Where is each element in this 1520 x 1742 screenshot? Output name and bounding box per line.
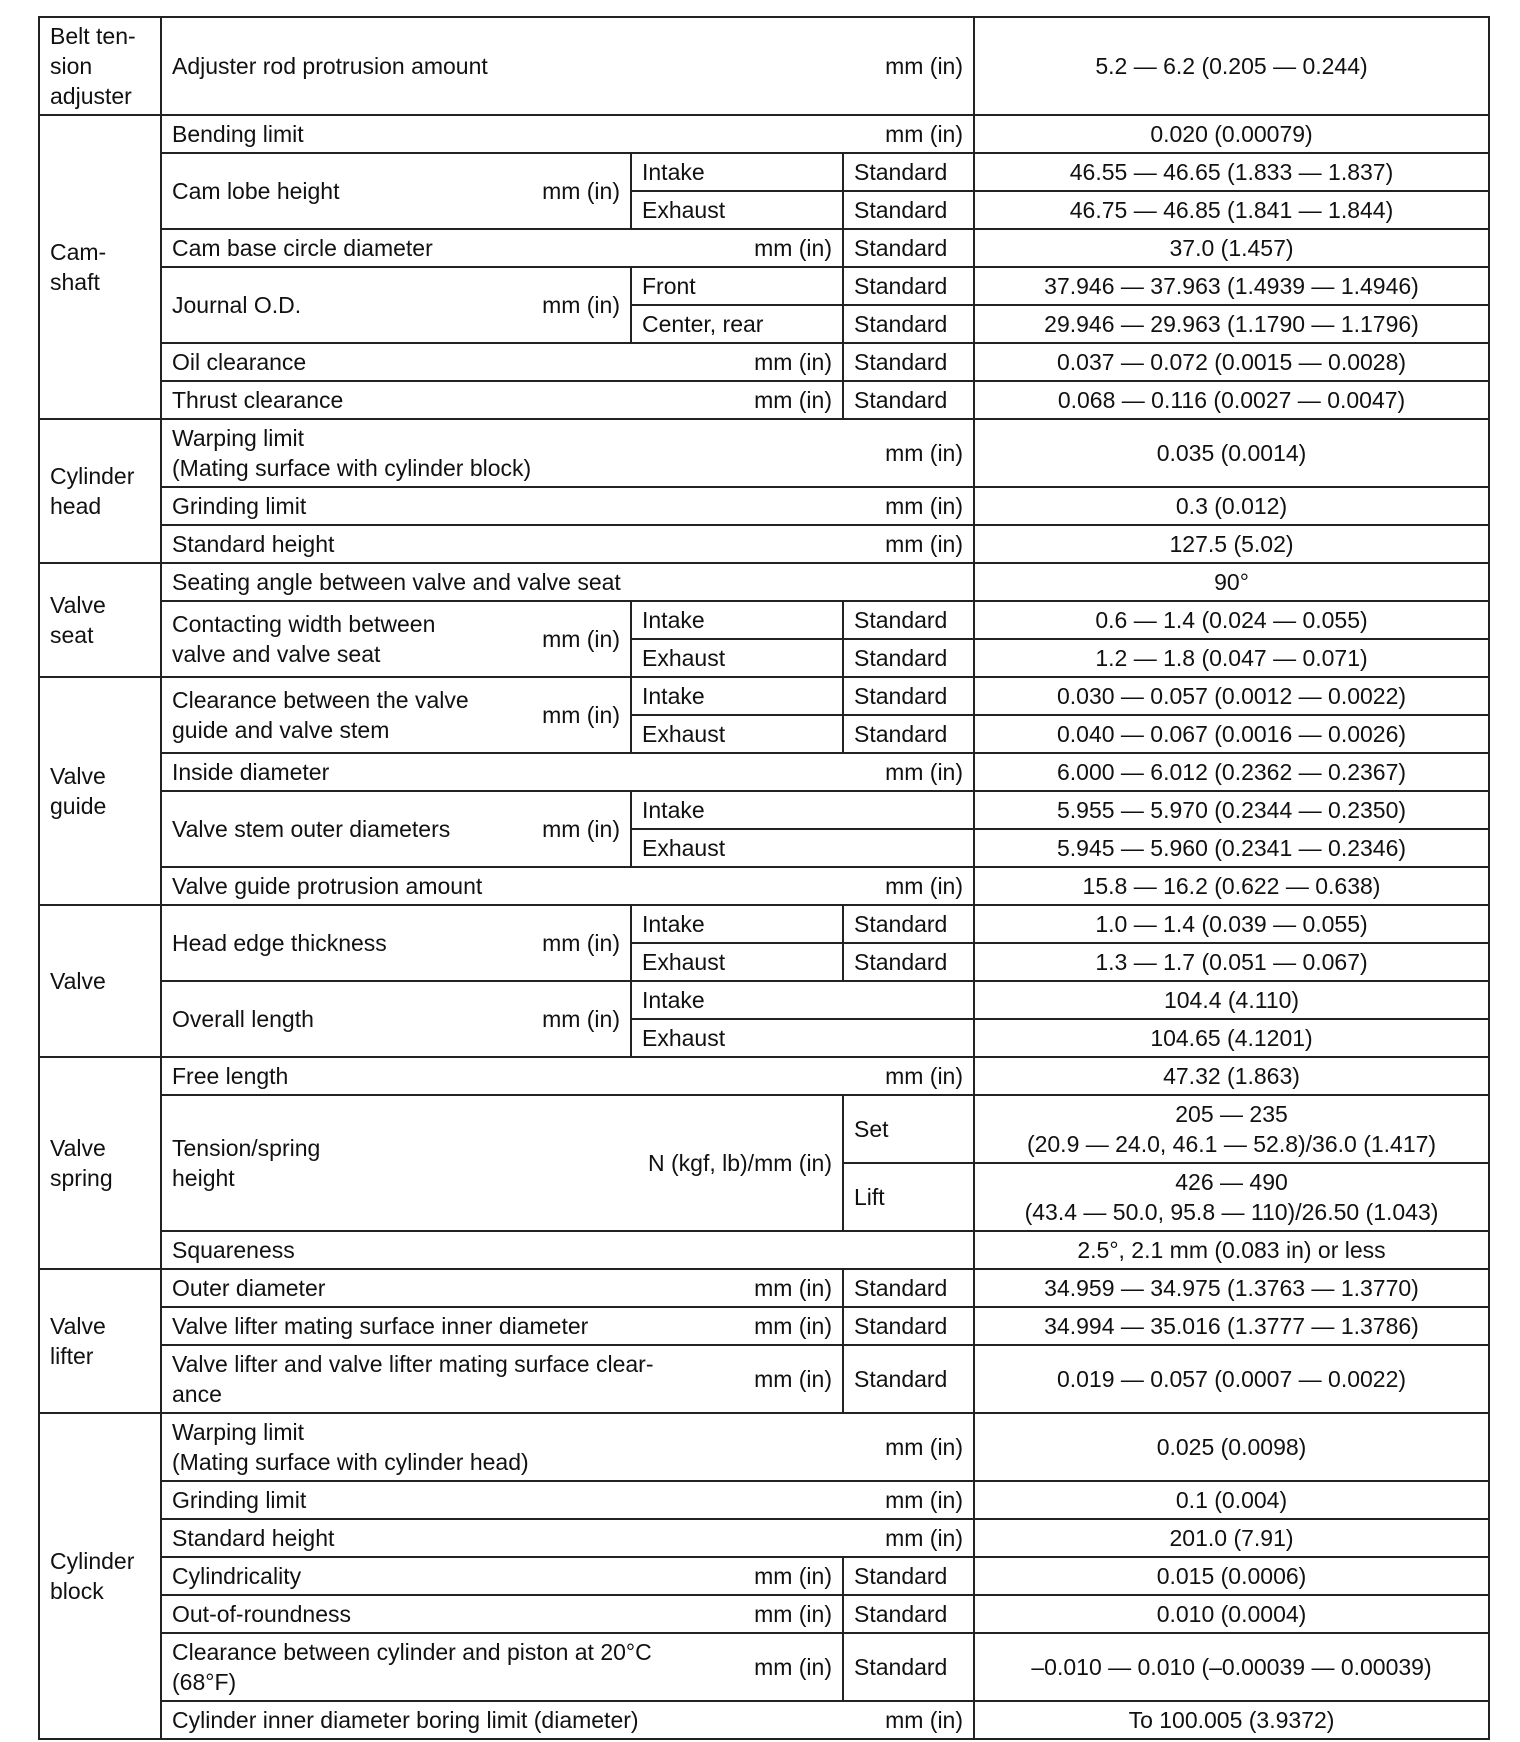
table-row [39,17,1489,115]
table-row [39,115,1489,153]
spec-value: 29.946 — 29.963 (1.1790 — 1.1796) [974,305,1489,343]
item-label: Journal O.D. [172,292,302,318]
standard-label: Standard [843,191,974,229]
unit-label: mm (in) [885,531,964,557]
item-label: Standard height [172,531,335,557]
item-label: Adjuster rod protrusion amount [172,53,488,79]
standard-label: Standard [843,715,974,753]
spec-value: 15.8 — 16.2 (0.622 — 0.638) [974,867,1489,905]
item-label: Overall length [172,1006,314,1032]
unit-label: mm (in) [754,235,832,261]
item-label: Seating angle between valve and valve seat [161,563,974,601]
unit-label: mm (in) [754,1563,832,1589]
unit-label: mm (in) [542,292,620,318]
spec-value: 46.55 — 46.65 (1.833 — 1.837) [974,153,1489,191]
spec-value: 0.030 — 0.057 (0.0012 — 0.0022) [974,677,1489,715]
sub-label: Exhaust [631,639,843,677]
table-row [39,791,1489,829]
unit-label: mm (in) [885,121,964,147]
spec-value: 1.0 — 1.4 (0.039 — 0.055) [974,905,1489,943]
item-label: Cylindricality [172,1563,302,1589]
item-label: Thrust clearance [172,387,344,413]
table-row [39,487,1489,525]
category-valve-guide: Valve guide [39,677,161,905]
category-cylinder-head: Cylinder head [39,419,161,563]
sub-label: Center, rear [631,305,843,343]
table-row [39,753,1489,791]
item-label: Contacting width between valve and valve seat [172,611,436,667]
spec-value: 6.000 — 6.012 (0.2362 — 0.2367) [974,753,1489,791]
table-row [39,153,1489,191]
unit-label: mm (in) [885,493,964,519]
spec-value: 0.6 — 1.4 (0.024 — 0.055) [974,601,1489,639]
standard-label: Standard [843,1595,974,1633]
unit-label: mm (in) [542,930,620,956]
table-row [39,677,1489,715]
sub-label: Exhaust [631,191,843,229]
spec-value: 0.015 (0.0006) [974,1557,1489,1595]
table-row [39,343,1489,381]
unit-label: N (kgf, lb)/mm (in) [648,1150,832,1176]
spec-value: 46.75 — 46.85 (1.841 — 1.844) [974,191,1489,229]
category-belt-tension-adjuster: Belt ten- sion adjuster [39,17,161,115]
spec-value: 104.4 (4.110) [974,981,1489,1019]
specification-table [38,16,1490,1740]
sub-label: Front [631,267,843,305]
unit-label: mm (in) [885,1063,964,1089]
item-label: Clearance between the valve guide and valve stem [172,687,469,743]
table-row [39,1557,1489,1595]
item-label: Free length [172,1063,289,1089]
item-label: Clearance between cylinder and piston at 20°C (68°F) [172,1639,652,1695]
item-label: Tension/spring height [172,1135,321,1191]
unit-label: mm (in) [885,1707,964,1733]
spec-value: 37.946 — 37.963 (1.4939 — 1.4946) [974,267,1489,305]
spec-value: 1.3 — 1.7 (0.051 — 0.067) [974,943,1489,981]
spec-value: 0.3 (0.012) [974,487,1489,525]
unit-label: mm (in) [885,1434,964,1460]
table-row [39,1519,1489,1557]
table-row [39,1307,1489,1345]
item-label: Squareness [161,1231,974,1269]
standard-label: Standard [843,1345,974,1413]
spec-value: –0.010 — 0.010 (–0.00039 — 0.00039) [974,1633,1489,1701]
spec-value: 0.1 (0.004) [974,1481,1489,1519]
spec-value: 5.955 — 5.970 (0.2344 — 0.2350) [974,791,1489,829]
category-valve: Valve [39,905,161,1057]
unit-label: mm (in) [754,387,832,413]
unit-label: mm (in) [542,178,620,204]
table-row [39,267,1489,305]
table-row [39,1413,1489,1481]
sub-label: Exhaust [631,715,843,753]
spec-value: 90° [974,563,1489,601]
sub-label: Exhaust [631,1019,974,1057]
standard-label: Standard [843,601,974,639]
table-row [39,1701,1489,1739]
item-label: Out-of-roundness [172,1601,351,1627]
unit-label: mm (in) [754,349,832,375]
standard-label: Standard [843,267,974,305]
standard-label: Standard [843,639,974,677]
spec-value: 205 — 235 (20.9 — 24.0, 46.1 — 52.8)/36.0 (1.417) [974,1095,1489,1163]
standard-label: Standard [843,305,974,343]
item-label: Cylinder inner diameter boring limit (diameter) [172,1707,639,1733]
table-row [39,563,1489,601]
spec-value: 0.035 (0.0014) [974,419,1489,487]
unit-label: mm (in) [754,1601,832,1627]
item-label: Valve guide protrusion amount [172,873,483,899]
table-row [39,1595,1489,1633]
sub-label: Lift [843,1163,974,1231]
standard-label: Standard [843,229,974,267]
item-label: Head edge thickness [172,930,387,956]
unit-label: mm (in) [885,1525,964,1551]
unit-label: mm (in) [754,1275,832,1301]
item-label: Outer diameter [172,1275,326,1301]
sub-label: Intake [631,677,843,715]
table-row [39,381,1489,419]
spec-value: 426 — 490 (43.4 — 50.0, 95.8 — 110)/26.50 (1.043) [974,1163,1489,1231]
unit-label: mm (in) [754,1654,832,1680]
unit-label: mm (in) [885,53,964,79]
unit-label: mm (in) [885,873,964,899]
item-label: Grinding limit [172,493,307,519]
standard-label: Standard [843,677,974,715]
spec-value: 0.010 (0.0004) [974,1595,1489,1633]
spec-value: 0.019 — 0.057 (0.0007 — 0.0022) [974,1345,1489,1413]
spec-value: 37.0 (1.457) [974,229,1489,267]
item-label: Cam base circle diameter [172,235,433,261]
standard-label: Standard [843,1307,974,1345]
spec-value: 104.65 (4.1201) [974,1019,1489,1057]
table-row [39,229,1489,267]
spec-value: 127.5 (5.02) [974,525,1489,563]
unit-label: mm (in) [885,759,964,785]
table-row [39,905,1489,943]
unit-label: mm (in) [542,1006,620,1032]
item-label: Inside diameter [172,759,330,785]
spec-value: 5.945 — 5.960 (0.2341 — 0.2346) [974,829,1489,867]
sub-label: Set [843,1095,974,1163]
table-row [39,525,1489,563]
unit-label: mm (in) [542,702,620,728]
sub-label: Intake [631,905,843,943]
spec-value: 34.959 — 34.975 (1.3763 — 1.3770) [974,1269,1489,1307]
standard-label: Standard [843,943,974,981]
spec-value: 0.020 (0.00079) [974,115,1489,153]
spec-value: 201.0 (7.91) [974,1519,1489,1557]
category-valve-lifter: Valve lifter [39,1269,161,1413]
table-row [39,601,1489,639]
table-row [39,1231,1489,1269]
item-label: Standard height [172,1525,335,1551]
standard-label: Standard [843,1633,974,1701]
spec-value: 0.040 — 0.067 (0.0016 — 0.0026) [974,715,1489,753]
sub-label: Intake [631,601,843,639]
spec-value: 34.994 — 35.016 (1.3777 — 1.3786) [974,1307,1489,1345]
spec-value: 0.025 (0.0098) [974,1413,1489,1481]
standard-label: Standard [843,343,974,381]
unit-label: mm (in) [542,816,620,842]
standard-label: Standard [843,153,974,191]
unit-label: mm (in) [754,1313,832,1339]
unit-label: mm (in) [542,626,620,652]
spec-value: 0.037 — 0.072 (0.0015 — 0.0028) [974,343,1489,381]
table-row [39,419,1489,487]
item-label: Grinding limit [172,1487,307,1513]
unit-label: mm (in) [885,440,964,466]
table-row [39,867,1489,905]
standard-label: Standard [843,1269,974,1307]
unit-label: mm (in) [754,1366,832,1392]
standard-label: Standard [843,381,974,419]
spec-value: 0.068 — 0.116 (0.0027 — 0.0047) [974,381,1489,419]
standard-label: Standard [843,905,974,943]
spec-value: To 100.005 (3.9372) [974,1701,1489,1739]
sub-label: Intake [631,981,974,1019]
sub-label: Exhaust [631,943,843,981]
category-cylinder-block: Cylinder block [39,1413,161,1739]
category-valve-seat: Valve seat [39,563,161,677]
table-row [39,981,1489,1019]
unit-label: mm (in) [885,1487,964,1513]
spec-value: 5.2 — 6.2 (0.205 — 0.244) [974,17,1489,115]
item-label: Valve stem outer diameters [172,816,451,842]
table-row [39,1095,1489,1163]
item-label: Oil clearance [172,349,307,375]
sub-label: Intake [631,153,843,191]
table-row [39,1345,1489,1413]
spec-value: 2.5°, 2.1 mm (0.083 in) or less [974,1231,1489,1269]
spec-value: 47.32 (1.863) [974,1057,1489,1095]
item-label: Warping limit (Mating surface with cylinder block) [172,425,532,481]
sub-label: Intake [631,791,974,829]
spec-value: 1.2 — 1.8 (0.047 — 0.071) [974,639,1489,677]
table-row [39,1269,1489,1307]
item-label: Bending limit [172,121,304,147]
table-row [39,1633,1489,1701]
item-label: Warping limit (Mating surface with cylinder head) [172,1419,529,1475]
table-row [39,1481,1489,1519]
category-valve-spring: Valve spring [39,1057,161,1269]
item-label: Valve lifter and valve lifter mating surface clear- ance [172,1351,654,1407]
table-row [39,1057,1489,1095]
category-camshaft: Cam- shaft [39,115,161,419]
standard-label: Standard [843,1557,974,1595]
item-label: Valve lifter mating surface inner diameter [172,1313,589,1339]
item-label: Cam lobe height [172,178,340,204]
sub-label: Exhaust [631,829,974,867]
